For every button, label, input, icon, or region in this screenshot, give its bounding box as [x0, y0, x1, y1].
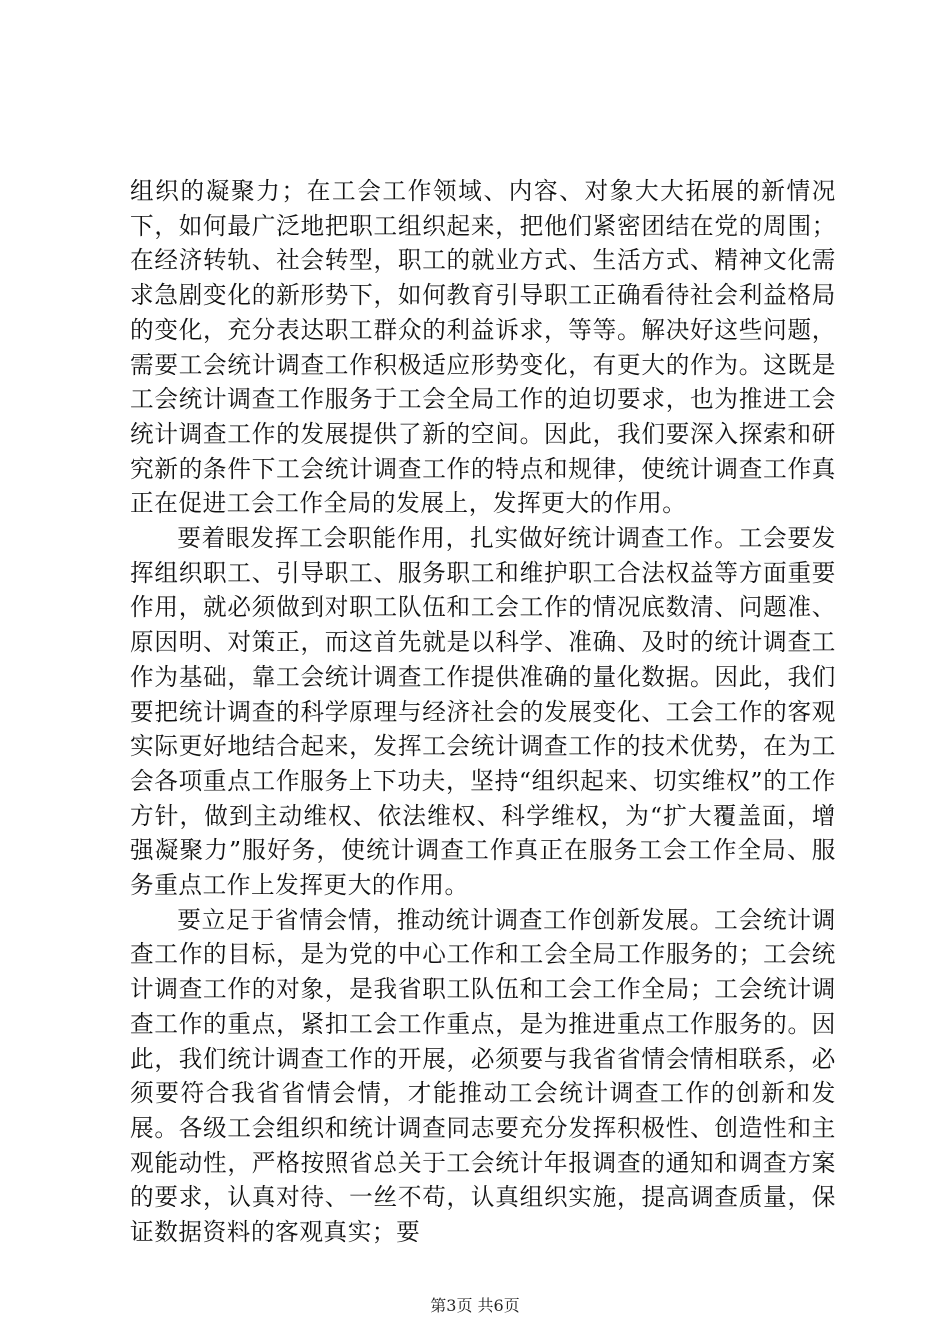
- paragraph-provincial-conditions: 要立足于省情会情，推动统计调查工作创新发展。工会统计调查工作的目标，是为党的中心工作和工会全局工作服务的；工会统计调查工作的对象，是我省职工队伍和工会工作全局；工会统计调查工作的重点，紧扣工会工作重点，是为推进重点工作服务的。因此，我们统计调查工作的开展，必须要与我省省情会情相联系，必须要符合我省省情会情，才能推动工会统计调查工作的创新和发展。各级工会组织和统计调查同志要充分发挥积极性、创造性和主观能动性，严格按照省总关于工会统计年报调查的通知和调查方案的要求，认真对待、一丝不苟，认真组织实施，提高调查质量，保证数据资料的客观真实；要: [130, 905, 836, 1247]
- paragraph-continued: 组织的凝聚力；在工会工作领域、内容、对象大大拓展的新情况下，如何最广泛地把职工组织起来，把他们紧密团结在党的周围；在经济转轨、社会转型，职工的就业方式、生活方式、精神文化需求急剧变化的新形势下，如何教育引导职工正确看待社会利益格局的变化，充分表达职工群众的利益诉求，等等。解决好这些问题，需要工会统计调查工作积极适应形势变化，有更大的作为。这既是工会统计调查工作服务于工会全局工作的迫切要求，也为推进工会统计调查工作的发展提供了新的空间。因此，我们要深入探索和研究新的条件下工会统计调查工作的特点和规律，使统计调查工作真正在促进工会工作全局的发展上，发挥更大的作用。: [130, 177, 836, 518]
- document-body: [130, 174, 836, 1250]
- page-footer: [0, 1296, 950, 1316]
- page-number: 第3页 共6页: [430, 1296, 520, 1315]
- paragraph-union-functions: 要着眼发挥工会职能作用，扎实做好统计调查工作。工会要发挥组织职工、引导职工、服务职工和维护职工合法权益等方面重要作用，就必须做到对职工队伍和工会工作的情况底数清、问题准、原因明、对策正，而这首先就是以科学、准确、及时的统计调查工作为基础，靠工会统计调查工作提供准确的量化数据。因此，我们要把统计调查的科学原理与经济社会的发展变化、工会工作的客观实际更好地结合起来，发挥工会统计调查工作的技术优势，在为工会各项重点工作服务上下功夫，坚持“组织起来、切实维权”的工作方针，做到主动维权、依法维权、科学维权，为“扩大覆盖面，增强凝聚力”服好务，使统计调查工作真正在服务工会工作全局、服务重点工作上发挥更大的作用。: [130, 524, 836, 900]
